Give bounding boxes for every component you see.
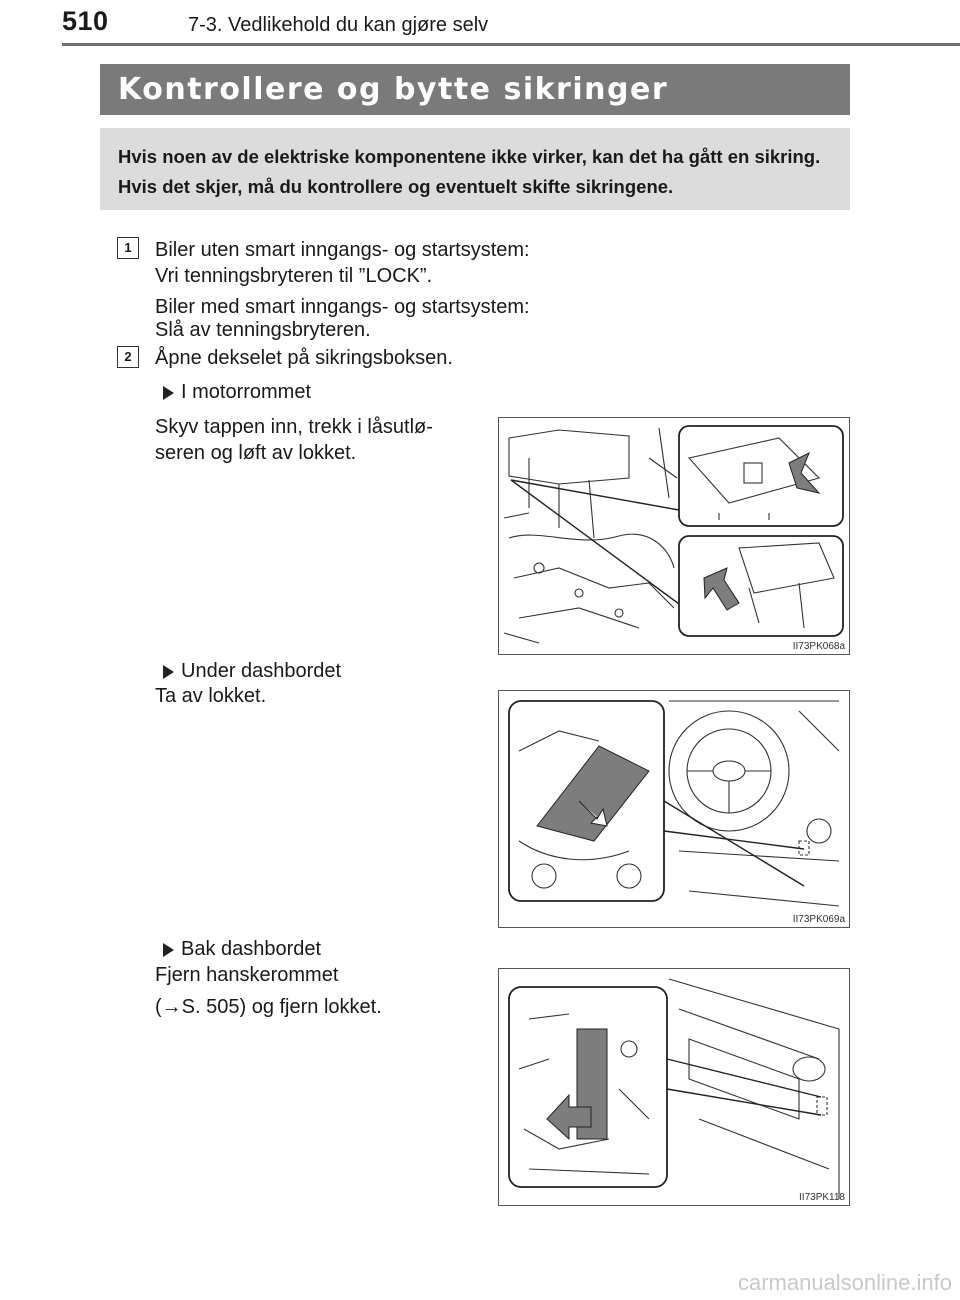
title-bar: [100, 64, 850, 115]
location-2-line-1: Ta av lokket.: [155, 685, 267, 707]
section-header: 7-3. Vedlikehold du kan gjøre selv: [188, 14, 489, 36]
right-triangle-arrow-icon: [163, 665, 174, 679]
location-1-label: I motorrommet: [181, 381, 312, 403]
step-1-line-4: Slå av tenningsbryteren.: [155, 319, 371, 341]
page-number: 510: [62, 6, 109, 36]
right-triangle-arrow-icon: [163, 386, 174, 400]
engine-fuse-box-figure: [498, 417, 850, 655]
header-divider: [62, 43, 960, 46]
step-number-2: 2: [117, 346, 139, 368]
figure-code: II73PK069a: [792, 914, 845, 925]
location-2-label: Under dashbordet: [181, 660, 342, 682]
intro-box: [100, 128, 850, 210]
page-title: Kontrollere og bytte sikringer: [118, 72, 669, 107]
location-1-line-2: seren og løft av lokket.: [155, 442, 357, 464]
location-1-line-1: Skyv tappen inn, trekk i låsutlø-: [155, 416, 433, 438]
intro-text: Hvis noen av de elektriske komponentene ikke virker, kan det ha gått en sikring. Hvis det skjer, må du kontrollere og eventuelt skifte sikringene.: [118, 146, 821, 197]
right-triangle-arrow-icon: [163, 943, 174, 957]
step-2-line-1: Åpne dekselet på sikringsboksen.: [155, 347, 453, 369]
step-number-1: 1: [117, 237, 139, 259]
figure-code: II73PK068a: [792, 641, 845, 652]
figure-code: II73PK118: [799, 1192, 845, 1203]
location-3-label: Bak dashbordet: [181, 938, 322, 960]
watermark: carmanualsonline.info: [737, 1270, 952, 1295]
step-1-line-1: Biler uten smart inngangs- og startsystem:: [155, 239, 530, 261]
step-1-line-3: Biler med smart inngangs- og startsystem:: [155, 296, 530, 318]
under-dashboard-fuse-figure: [498, 690, 850, 928]
location-3-line-1: Fjern hanskerommet: [155, 964, 339, 986]
behind-dashboard-fuse-figure: [498, 968, 850, 1206]
step-1-line-2: Vri tenningsbryteren til ”LOCK”.: [155, 265, 433, 287]
location-3-line-2: (→S. 505) og fjern lokket.: [155, 996, 382, 1018]
